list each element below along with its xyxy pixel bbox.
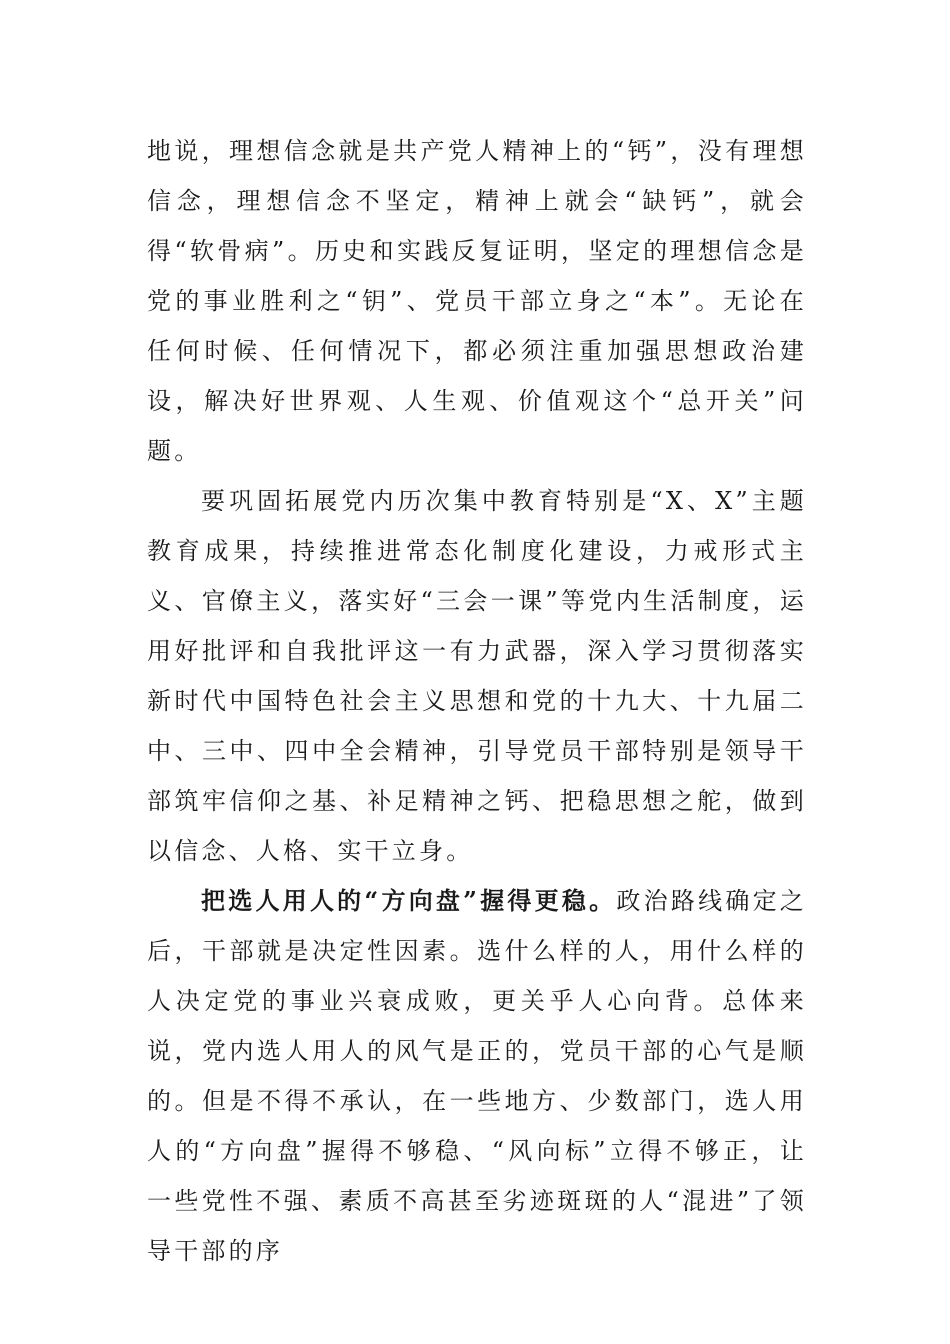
paragraph-continued: 地说，理想信念就是共产党人精神上的“钙”，没有理想信念，理想信念不坚定，精神上就会“缺钙”，就会得“软骨病”。历史和实践反复证明，坚定的理想信念是党的事业胜利之“钥”、党员干部立身之“本”。无论在任何时候、任何情况下，都必须注重加强思想政治建设，解决好世界观、人生观、价值观这个“总开关”问题。 (147, 137, 807, 465)
paragraph-with-heading (147, 876, 807, 1276)
paragraph-heading: 把选人用人的“方向盘”握得更稳。 (201, 886, 617, 915)
paragraph-body: 政治路线确定之后，干部就是决定性因素。选什么样的人，用什么样的人决定党的事业兴衰成败，更关乎人心向背。总体来说，党内选人用人的风气是正的，党员干部的心气是顺的。但是不得不承认，在一些地方、少数部门，选人用人的“方向盘”握得不够稳、“风向标”立得不够正，让一些党性不强、素质不高甚至劣迹斑斑的人“混进”了领导干部的序 (147, 887, 808, 1265)
paragraph: 要巩固拓展党内历次集中教育特别是“X、X”主题教育成果，持续推进常态化制度化建设，力戒形式主义、官僚主义，落实好“三会一课”等党内生活制度，运用好批评和自我批评这一有力武器，深入学习贯彻落实新时代中国特色社会主义思想和党的十九大、十九届二中、三中、四中全会精神，引导党员干部特别是领导干部筑牢信仰之基、补足精神之钙、把稳思想之舵，做到以信念、人格、实干立身。 (147, 487, 807, 865)
document-body (147, 126, 807, 1276)
